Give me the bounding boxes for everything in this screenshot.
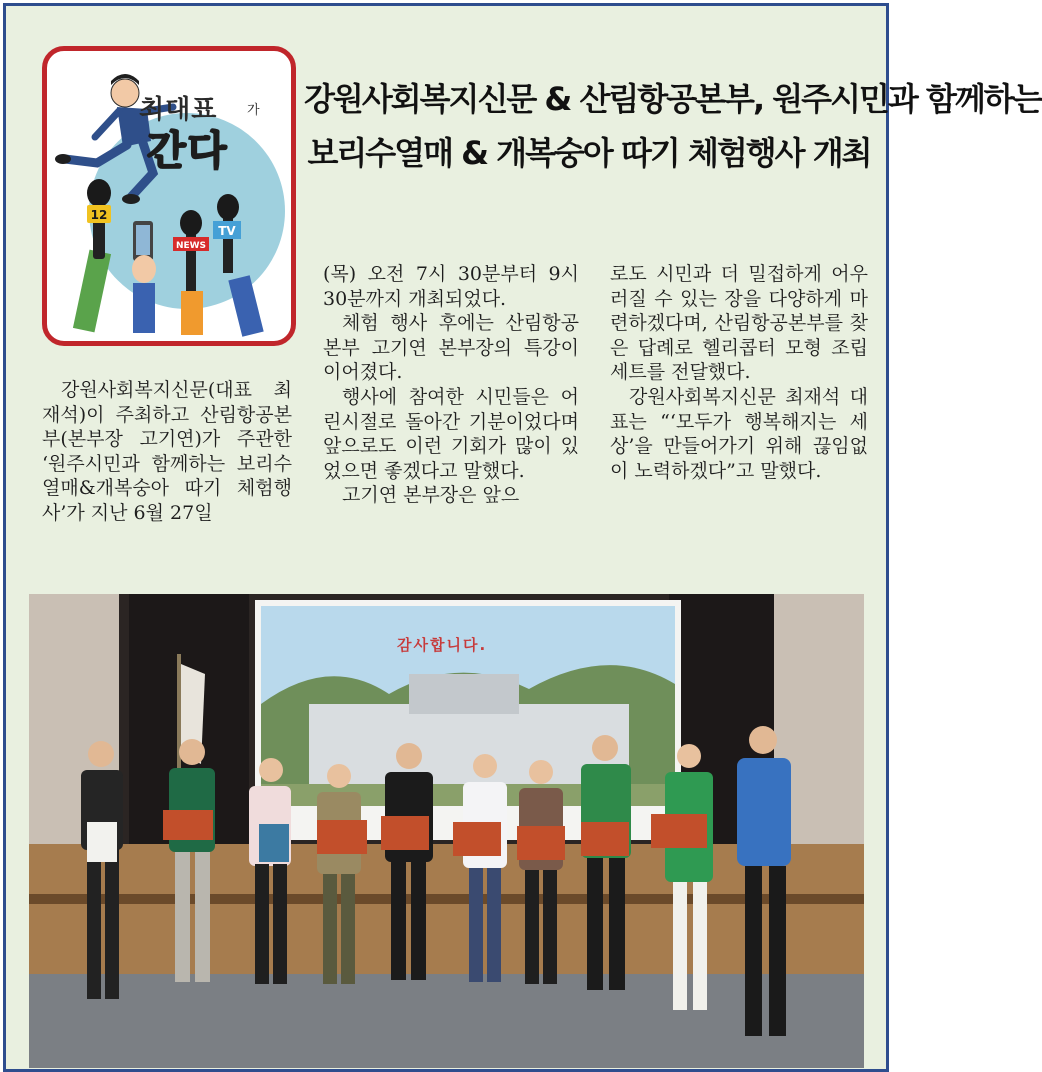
paragraph: 행사에 참여한 시민들은 어린시절로 돌아간 기분이었다며 앞으로도 이런 기회가 많이 있었으면 좋겠다고 말했다.	[323, 385, 579, 482]
mic-label-tv: TV	[218, 224, 236, 238]
logo-title-line1: 최대표	[139, 95, 218, 125]
headline-line2: 보리수열매 & 개복숭아 따기 체험행사 개최	[307, 134, 871, 172]
article-column-1	[42, 378, 292, 526]
mic-label-news: NEWS	[175, 241, 207, 251]
paragraph: 체험 행사 후에는 산림항공본부 고기연 본부장의 특강이 이어졌다.	[323, 312, 579, 384]
headline-line1: 강원사회복지신문 & 산림항공본부, 원주시민과 함께하는	[304, 80, 1042, 118]
paragraph: 강원사회복지신문(대표 최재석)이 주최하고 산림항공본부(본부장 고기연)가 주관한 ‘원주시민과 함께하는 보리수열매&개복숭아 따기 체험행사’가 지난 6월 27일	[42, 379, 292, 524]
paragraph: 고기연 본부장은 앞으	[342, 484, 520, 507]
microphone-phone-icon	[132, 221, 156, 333]
event-group-photo	[29, 594, 864, 1068]
paragraph: (목) 오전 7시 30분부터 9시 30분까지 개최되었다.	[323, 263, 579, 310]
microphone-12-icon	[73, 179, 111, 332]
screen-thank-you-text: 감사합니다.	[397, 636, 488, 654]
paragraph: 로도 시민과 더 밀접하게 어우러질 수 있는 장을 다양하게 마련하겠다며, 산림항공본부를 찾은 답례로 헬리콥터 모형 조립세트를 전달했다.	[610, 263, 868, 384]
paragraph: 강원사회복지신문 최재석 대표는 “‘모두가 행복해지는 세상’을 만들어가기 위해 끊임없이 노력하겠다”고 말했다.	[610, 385, 868, 482]
logo-title-suffix: 가	[247, 103, 260, 118]
article-column-3	[610, 262, 868, 483]
article-column-2	[323, 262, 579, 508]
mic-label-12: 12	[90, 208, 108, 222]
newspaper-page	[3, 3, 1042, 1072]
photo-illustration	[29, 594, 864, 1068]
column-logo	[42, 46, 296, 346]
article-headline	[304, 72, 1042, 180]
logo-title-line2: 간다	[147, 128, 229, 174]
